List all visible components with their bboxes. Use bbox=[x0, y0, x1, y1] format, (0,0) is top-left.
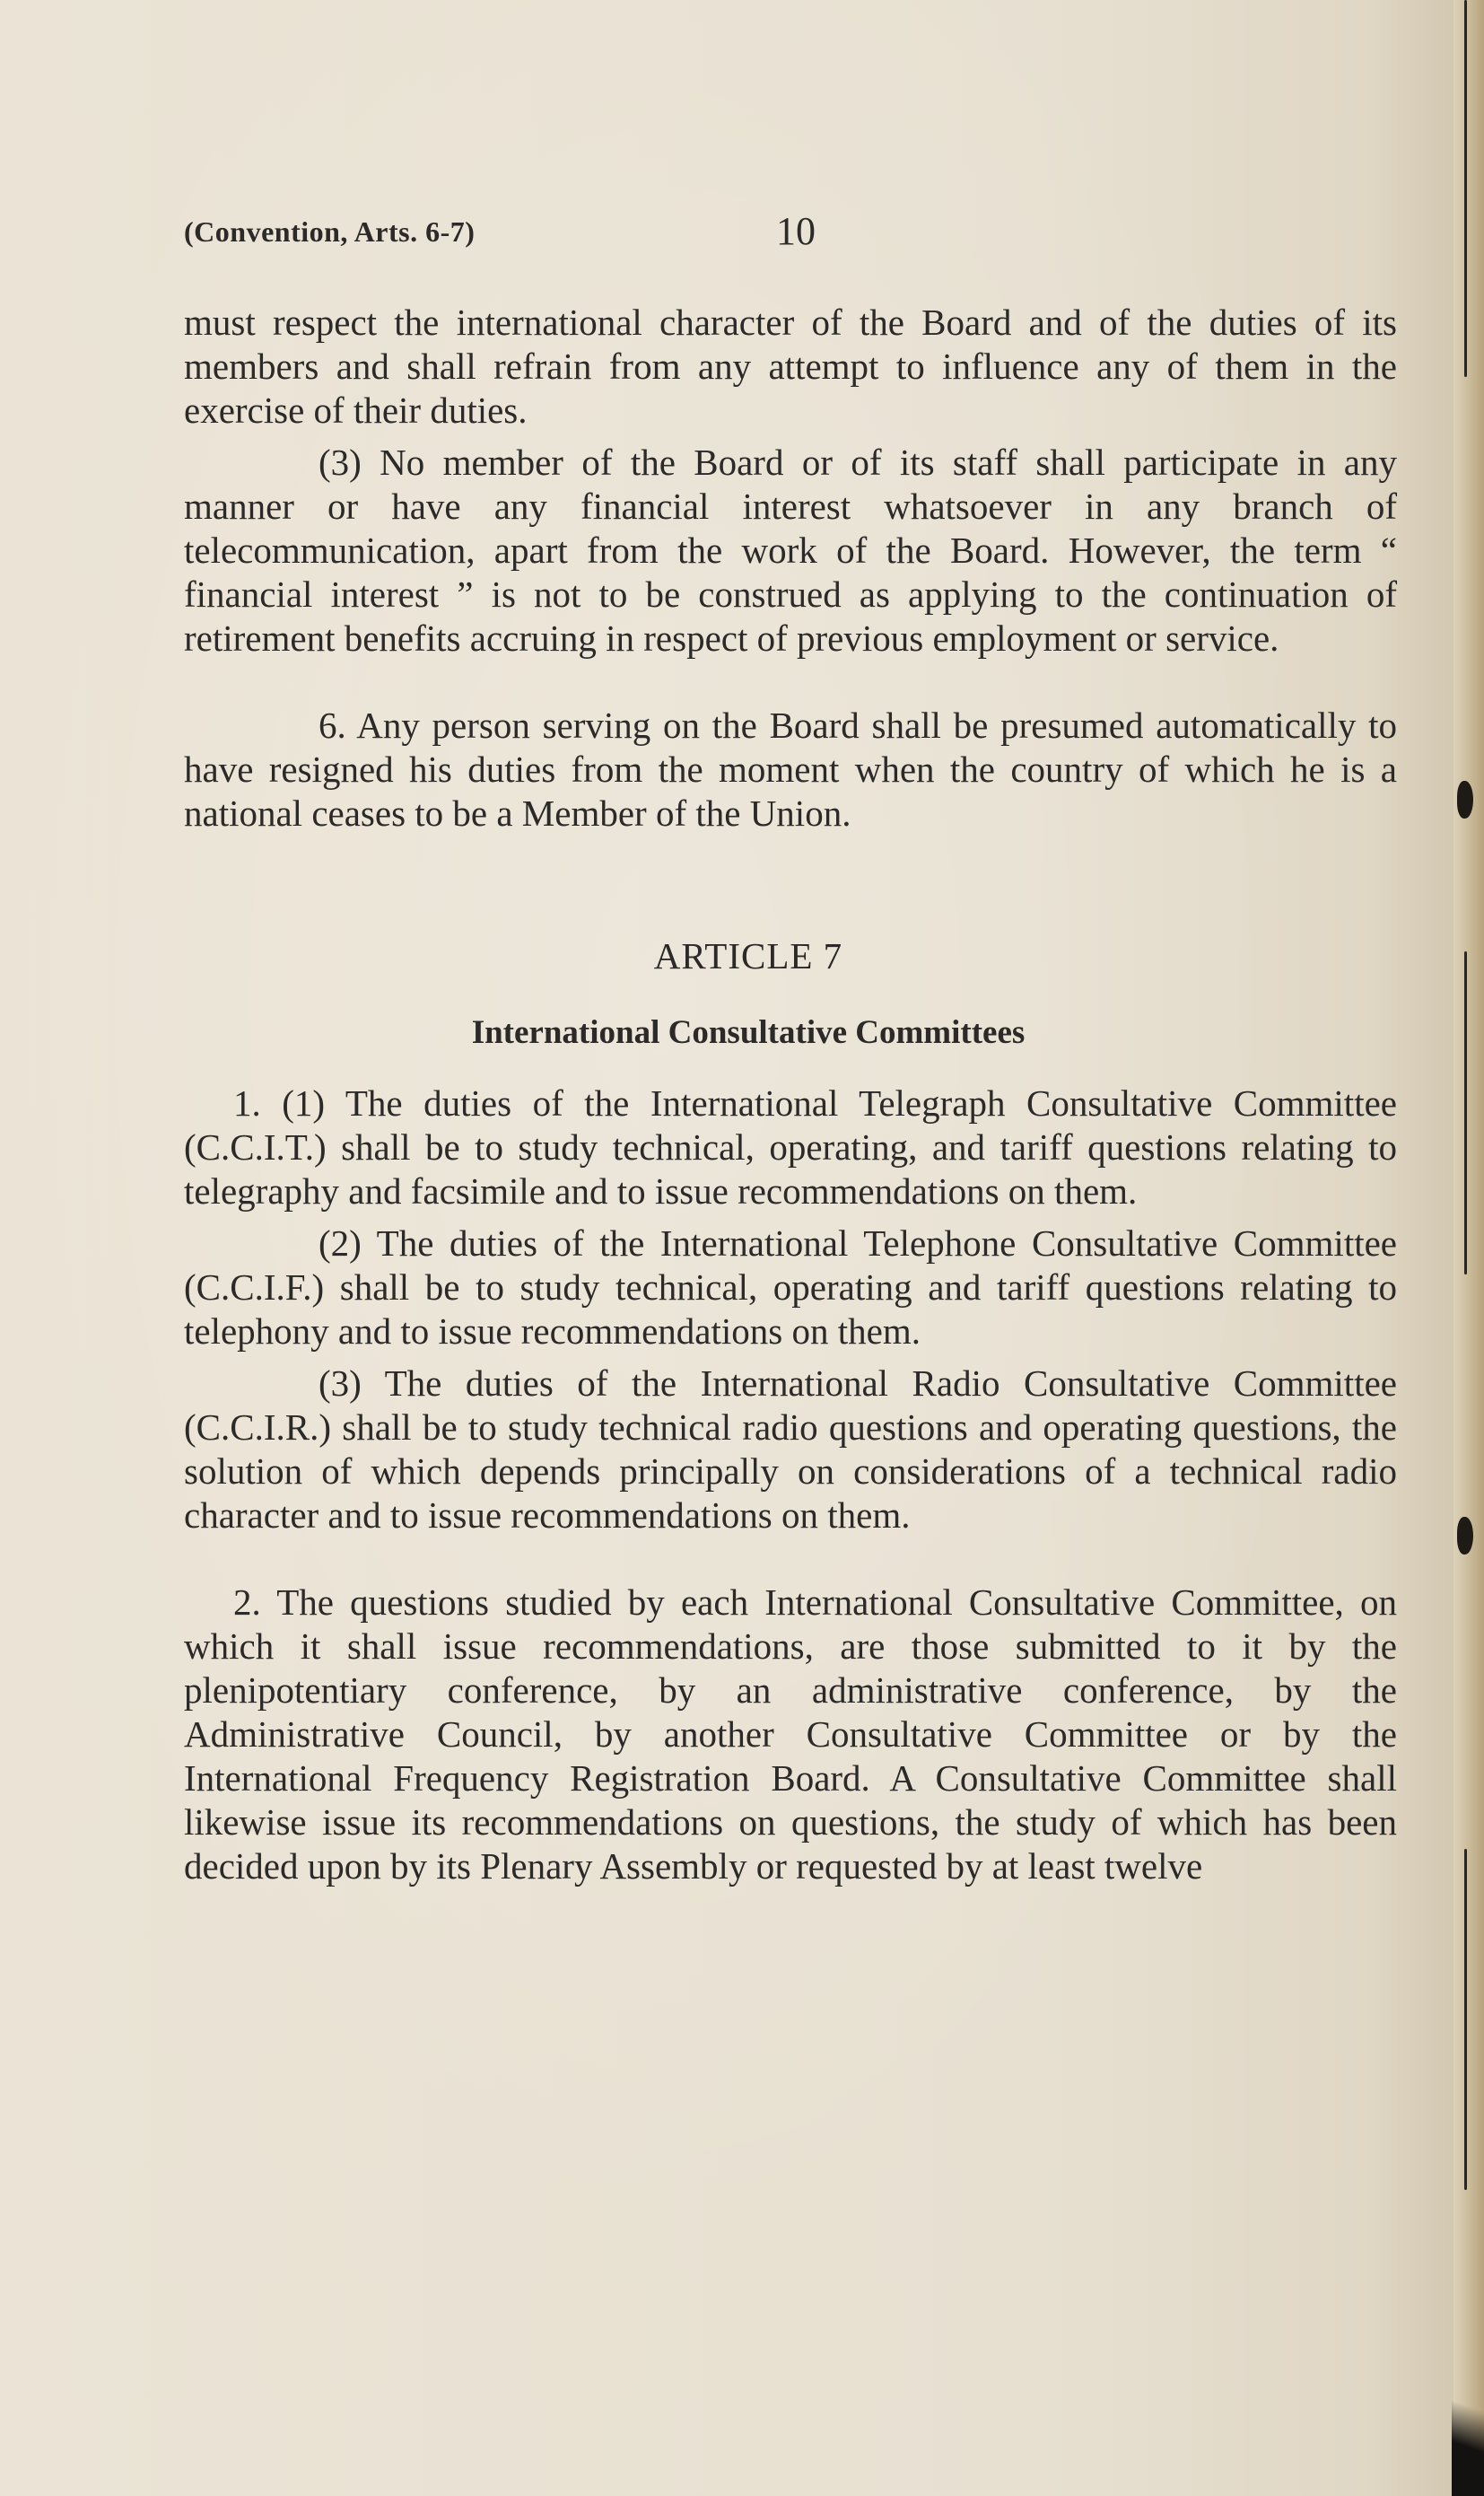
binding-edge bbox=[1453, 0, 1484, 2496]
edge-line bbox=[1464, 951, 1467, 1274]
running-head: (Convention, Arts. 6-7) bbox=[184, 215, 476, 248]
article-subheading: International Consultative Committees bbox=[471, 1014, 1026, 1051]
page-number: 10 bbox=[776, 209, 816, 253]
edge-line bbox=[1464, 0, 1467, 377]
page-header bbox=[184, 208, 1395, 262]
article-heading: ARTICLE 7 bbox=[653, 935, 843, 977]
edge-mark bbox=[1457, 1517, 1473, 1555]
paragraph: 6. Any person serving on the Board shall be presumed automatically to have resigned his duties from the moment when the country of which he is a national ceases to be a Member of the Union. bbox=[184, 705, 1397, 834]
page-body bbox=[184, 301, 1397, 1888]
paragraph: (3) The duties of the International Radio Consultative Committee (C.C.I.R.) shall be to study technical radio questions and operating questions, the solution of which depends principally on considerations of a technical radio character and to issue recommendations on them. bbox=[184, 1362, 1397, 1536]
paragraph: (3) No member of the Board or of its staff shall participate in any manner or have any financial interest whatsoever in any branch of telecommunication, apart from the work of the Board. However, the term “ financial interest ” is not to be construed as applying to the continuation of retirement benefits accruing in respect of previous employment or service. bbox=[184, 442, 1397, 659]
paragraph: 1. (1) The duties of the International Telegraph Consultative Committee (C.C.I.T.) shall be to study technical, operating, and tariff questions relating to telegraphy and facsimile and to issue recommendations on them. bbox=[184, 1082, 1397, 1212]
paragraph: 2. The questions studied by each International Consultative Committee, on which it shall issue recommendations, are those submitted to it by the plenipotentiary conference, by an administrative conference, by the Administrative Council, by another Consultative Committee or by the International Frequency Registration Board. A Consultative Committee shall likewise issue its recommendations on questions, the study of which has been decided upon by its Plenary Assembly or requested by at least twelve bbox=[184, 1581, 1397, 1887]
edge-line bbox=[1464, 1849, 1467, 2190]
paragraph: (2) The duties of the International Telephone Consultative Committee (C.C.I.F.) shall be to study technical, operating and tariff questions relating to telephony and to issue recommendations on them. bbox=[184, 1222, 1397, 1352]
edge-mark bbox=[1457, 781, 1473, 819]
page-corner-shadow bbox=[1452, 2370, 1484, 2496]
paragraph: must respect the international character of the Board and of the duties of its members and shall refrain from any attempt to influence any of them in the exercise of their duties. bbox=[184, 302, 1397, 431]
